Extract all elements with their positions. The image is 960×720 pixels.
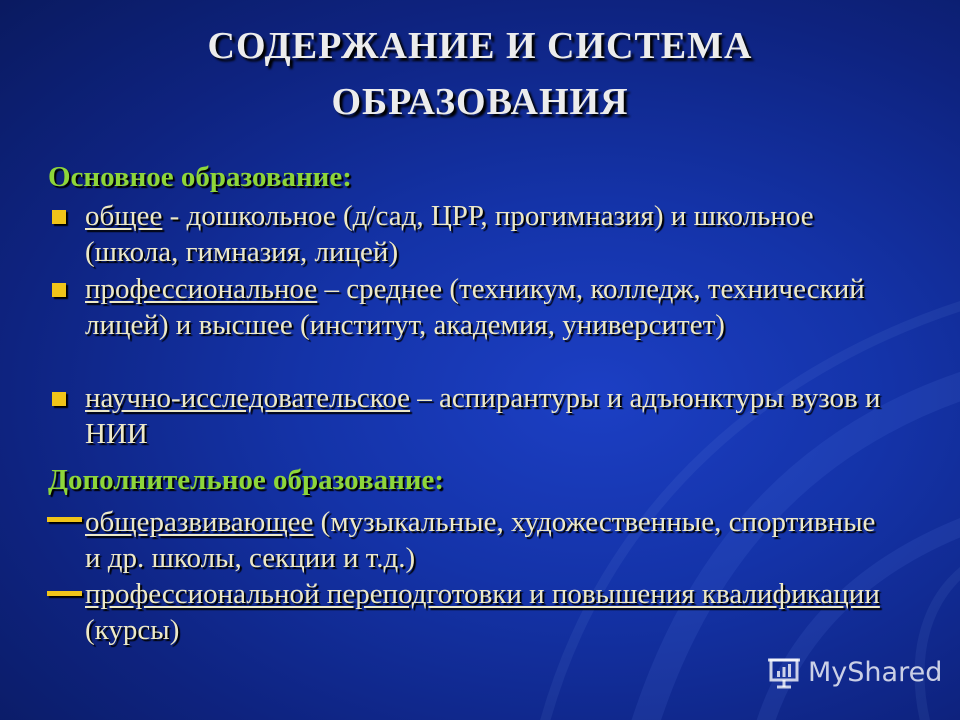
list-item-general [85, 198, 885, 270]
list-item-research [85, 380, 885, 452]
list-item-professional [85, 271, 885, 343]
basic-education-heading: Основное образование: [48, 161, 352, 193]
title-line-2: ОБРАЗОВАНИЯ [331, 81, 629, 123]
watermark [766, 654, 942, 690]
list-item-retraining [85, 576, 885, 648]
additional-education-heading: Дополнительное образование: [48, 464, 445, 496]
title-line-1: СОДЕРЖАНИЕ И СИСТЕМА [207, 25, 753, 67]
bullet-square-icon [52, 210, 66, 224]
term-general: общее [85, 200, 163, 232]
term-retraining: профессиональной переподготовки и повышения квалификации [85, 578, 880, 610]
term-research: научно-исследовательское [85, 382, 411, 414]
desc-general: - дошкольное (д/сад, ЦРР, прогимназия) и школьное (школа, гимназия, лицей) [85, 200, 814, 268]
list-item-developmental [85, 504, 885, 576]
page-title [0, 18, 960, 130]
bullet-dash-icon [47, 517, 82, 522]
desc-professional: – среднее (техникум, колледж, технический лицей) и высшее (институт, академия, университет) [85, 273, 865, 341]
desc-retraining: (курсы) [85, 614, 180, 646]
desc-developmental: (музыкальные, художественные, спортивные и др. школы, секции и т.д.) [85, 506, 876, 574]
presentation-board-icon [766, 654, 802, 690]
desc-research: – аспирантуры и адъюнктуры вузов и НИИ [85, 382, 881, 450]
term-developmental: общеразвивающее [85, 506, 314, 538]
term-professional: профессиональное [85, 273, 318, 305]
bullet-square-icon [52, 392, 66, 406]
watermark-text: MyShared [808, 656, 943, 688]
bullet-dash-icon [47, 591, 82, 596]
bullet-square-icon [52, 283, 66, 297]
